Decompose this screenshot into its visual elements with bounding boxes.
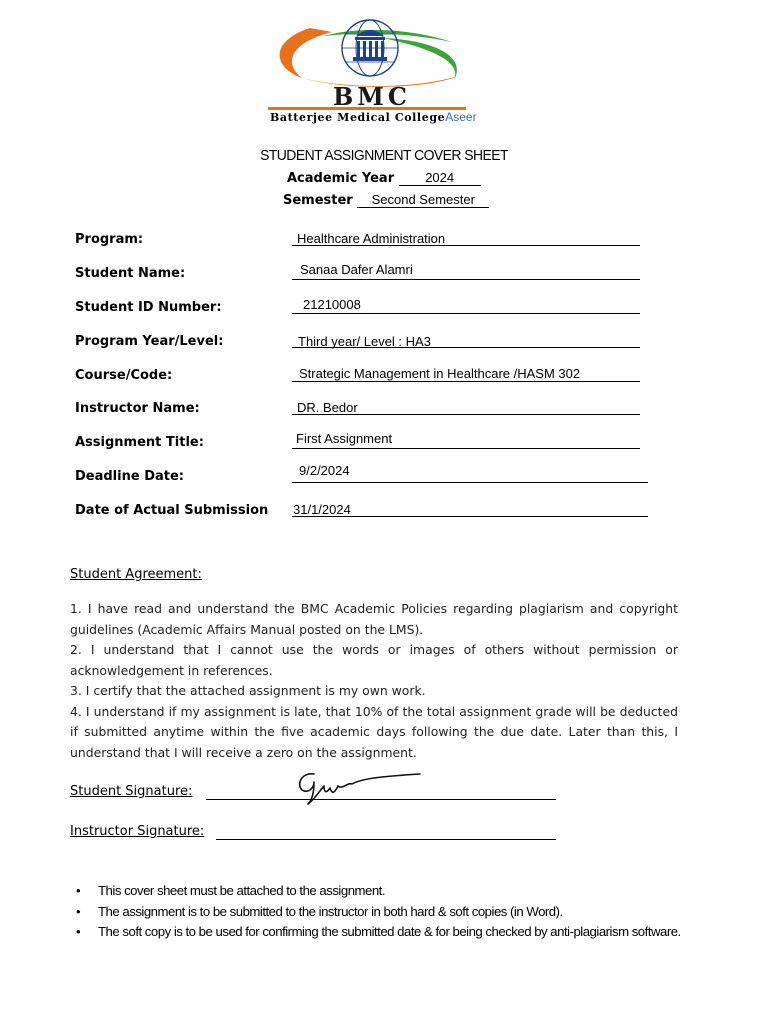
academic-year-label: Academic Year bbox=[287, 171, 395, 186]
deadline-date-value: 9/2/2024 bbox=[299, 463, 350, 478]
course-code-line bbox=[292, 381, 640, 382]
campus-name: Aseer bbox=[445, 110, 477, 124]
college-name-text: Batterjee Medical College bbox=[270, 111, 446, 124]
deadline-date-line bbox=[292, 482, 648, 483]
bullet-icon: • bbox=[76, 883, 81, 898]
student-id-line bbox=[292, 313, 640, 314]
course-code-value: Strategic Management in Healthcare /HASM 302 bbox=[299, 366, 581, 381]
logo-college-name bbox=[270, 110, 477, 124]
sheet-title: STUDENT ASSIGNMENT COVER SHEET bbox=[260, 147, 508, 164]
student-id-value: 21210008 bbox=[303, 297, 361, 312]
student-name-value: Sanaa Dafer Alamri bbox=[300, 262, 413, 277]
agreement-heading: Student Agreement: bbox=[70, 567, 202, 582]
agreement-item: 1. I have read and understand the BMC Academic Policies regarding plagiarism and copyright guidelines (Academic Affairs Manual posted on the LMS). bbox=[70, 601, 678, 637]
program-label: Program: bbox=[75, 232, 144, 247]
instructor-name-label: Instructor Name: bbox=[75, 401, 200, 416]
bullet-icon: • bbox=[76, 924, 81, 939]
deadline-date-label: Deadline Date: bbox=[75, 469, 184, 484]
instructor-name-value: DR. Bedor bbox=[297, 400, 358, 415]
agreement-text bbox=[70, 599, 678, 763]
student-signature-label: Student Signature: bbox=[70, 784, 193, 799]
agreement-item: 3. I certify that the attached assignment is my own work. bbox=[70, 683, 426, 698]
logo-brand: BMC bbox=[333, 82, 411, 111]
program-year-value: Third year/ Level : HA3 bbox=[298, 334, 431, 349]
instruction-item bbox=[74, 902, 694, 923]
agreement-item: 2. I understand that I cannot use the words or images of others without permission or acknowledgement in references. bbox=[70, 642, 678, 678]
program-year-label: Program Year/Level: bbox=[75, 334, 224, 349]
instruction-text: The soft copy is to be used for confirming the submitted date & for being checked by anti-plagiarism software. bbox=[98, 924, 681, 939]
course-code-label: Course/Code: bbox=[75, 368, 173, 383]
semester-value: Second Semester bbox=[357, 193, 489, 208]
instruction-text: This cover sheet must be attached to the assignment. bbox=[98, 883, 386, 898]
instruction-text: The assignment is to be submitted to the instructor in both hard & soft copies (in Word). bbox=[98, 903, 563, 919]
assignment-title-line bbox=[292, 448, 640, 449]
student-signature-drawing bbox=[292, 768, 424, 808]
actual-submission-value: 31/1/2024 bbox=[293, 502, 351, 517]
academic-year-value: 2024 bbox=[399, 171, 481, 186]
assignment-title-label: Assignment Title: bbox=[75, 435, 204, 450]
student-name-line bbox=[292, 279, 640, 280]
instructor-signature-label: Instructor Signature: bbox=[70, 824, 205, 839]
actual-submission-label: Date of Actual Submission bbox=[75, 503, 269, 518]
semester-line bbox=[283, 193, 489, 208]
instruction-item bbox=[74, 881, 694, 902]
program-value: Healthcare Administration bbox=[297, 231, 446, 246]
student-id-label: Student ID Number: bbox=[75, 300, 222, 315]
instructor-signature-line bbox=[216, 839, 556, 840]
semester-label: Semester bbox=[283, 193, 353, 208]
assignment-title-value: First Assignment bbox=[296, 431, 393, 446]
student-name-label: Student Name: bbox=[75, 266, 186, 281]
instructions-list bbox=[74, 881, 694, 943]
instruction-item bbox=[74, 922, 694, 943]
bullet-icon: • bbox=[76, 903, 81, 919]
academic-year-line bbox=[287, 171, 481, 186]
agreement-item: 4. I understand if my assignment is late, that 10% of the total assignment grade will be deducted if submitted anytime within the five academic days following the due date. Later than this, I understand that I will receive a zero on the assignment. bbox=[70, 703, 678, 760]
